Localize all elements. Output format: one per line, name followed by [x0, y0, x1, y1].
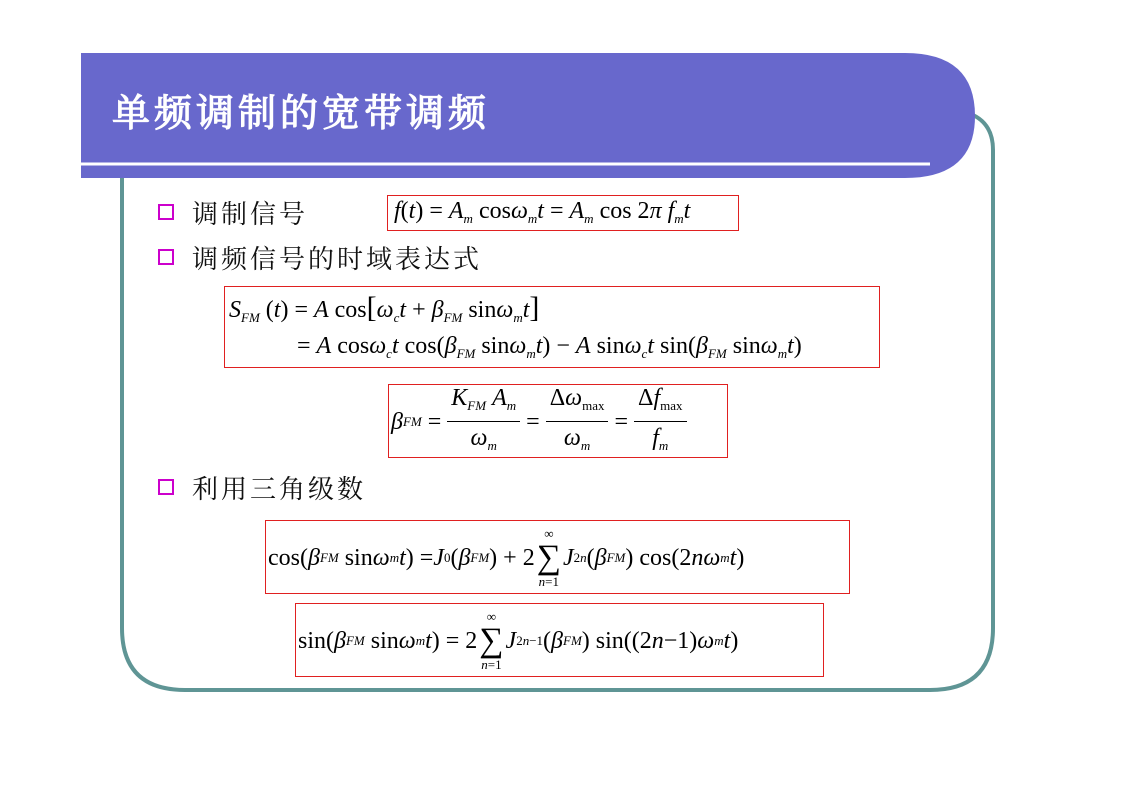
square-bullet-icon [158, 249, 174, 265]
formula-sin-series: sin( β FM sin ω m t ) = 2 ∞ ∑ n=1 J 2n−1 ( β FM ) sin((2 n −1) ω m t ) [295, 603, 824, 677]
bullet-trig-series [158, 470, 366, 504]
bullet-label: 利用三角级数 [192, 474, 367, 505]
slide-title: 单频调制的宽带调频 [112, 91, 491, 135]
bullet-modulating-signal [158, 195, 308, 229]
formula-modulating-signal: $f(t) = A_m$ $\cos\omega_mt = A_m$ cos 2π $f_mt$ [387, 195, 739, 231]
square-bullet-icon [158, 479, 174, 495]
bullet-fm-expression [158, 240, 482, 274]
formula-cos-series: cos( β FM sin ω m t ) = J 0 ( β FM ) + 2 ∞ ∑ n=1 J 2n ( β FM ) cos(2 nω m t ) [265, 520, 850, 594]
formula-fm-signal: $S_{FM}$ (t) = A $\cos[\omega_ct + \beta_{FM}$ sinω$_m$t] = A cosω$_c$t $\cos(\beta_{FM}$ sinω$_m$t) − A sinω$_c$t $\sin(\beta_{FM}$ sinω$_m$t) [224, 286, 880, 368]
square-bullet-icon [158, 204, 174, 220]
formula-modulation-index: β FM = $\frac{K_{FM} A_m}{\omega_m}$ = $\frac{\Delta\omega_{max}}{\omega_m}$ = $\frac{\Delta f_{max}}{f_m}$ [388, 384, 728, 458]
bullet-label: 调频信号的时域表达式 [192, 244, 483, 275]
bullet-label: 调制信号 [192, 199, 309, 230]
